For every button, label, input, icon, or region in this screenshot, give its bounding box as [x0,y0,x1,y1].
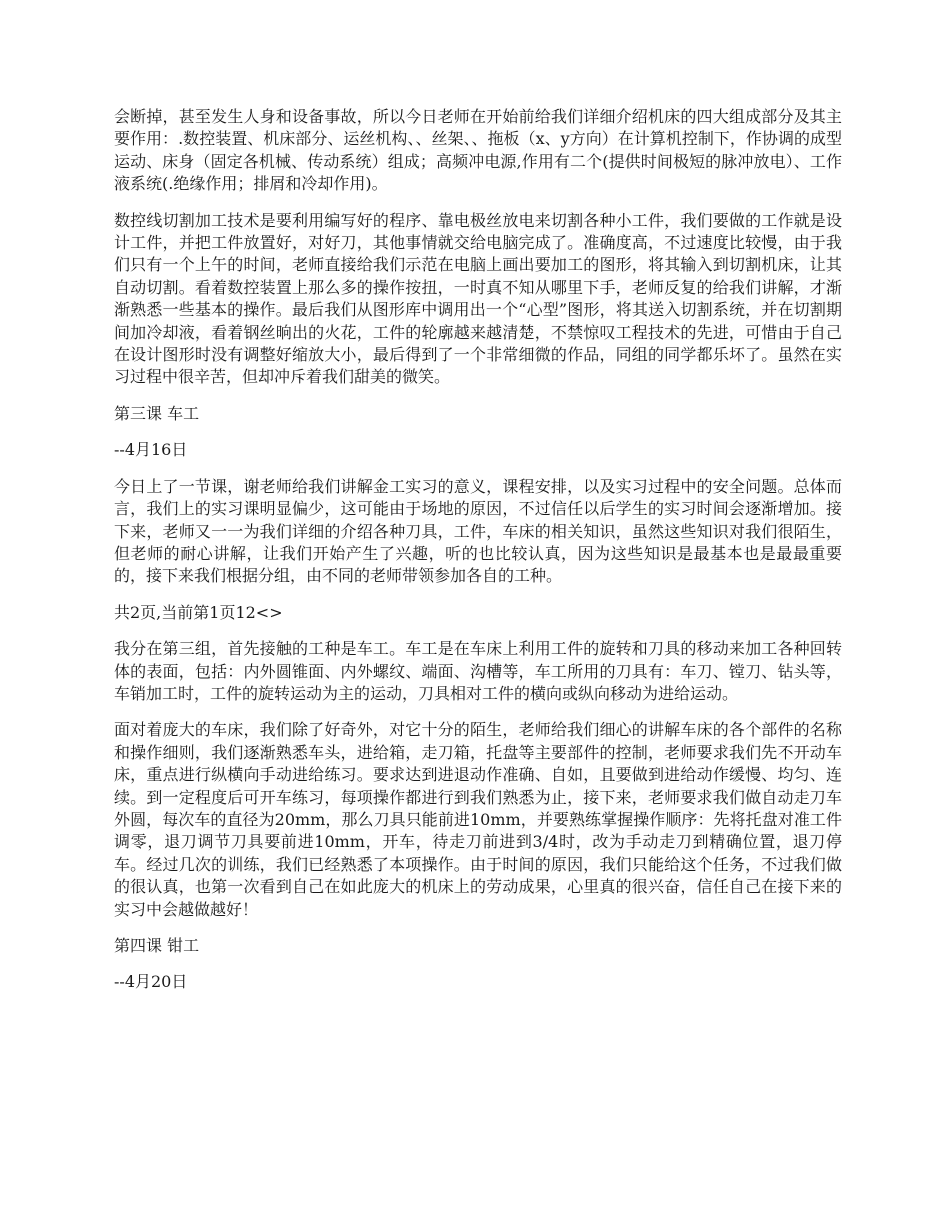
date-line-april-16: --4月16日 [114,440,188,460]
page-indicator: 共2页,当前第1页12<> [114,602,283,622]
date-line-april-20: --4月20日 [114,972,188,992]
paragraph-lathe-work: 我分在第三组，首先接触的工种是车工。车工是在车床上利用工件的旋转和刀具的移动来加工各种回转体的表面，包括：内外圆锥面、内外螺纹、端面、沟槽等，车工所用的刀具有：车刀、镗刀、钻头等，车销加工时，工件的旋转运动为主的运动，刀具相对工件的横向或纵向移动为进给运动。 [114,639,842,703]
paragraph-machine-components: 会断掉，甚至发生人身和设备事故，所以今日老师在开始前给我们详细介绍机床的四大组成部分及其主要作用：.数控装置、机床部分、运丝机构、、丝架、、拖板（x、y方向）在计算机控制下，作协调的成型运动、床身（固定各机械、传动系统）组成；高频冲电源,作用有二个(提供时间极短的脉冲放电）、工作液系统(.绝缘作用；排屑和冷却作用)。 [114,107,842,194]
paragraph-intro-lesson: 今日上了一节课，谢老师给我们讲解金工实习的意义，课程安排，以及实习过程中的安全问题。总体而言，我们上的实习课明显偏少，这可能由于场地的原因，不过信任以后学生的实习时间会逐渐增加。接下来，老师又一一为我们详细的介绍各种刀具，工件，车床的相关知识，虽然这些知识对我们很陌生，但老师的耐心讲解，让我们开始产生了兴趣，听的也比较认真，因为这些知识是最基本也是最最重要的，接下来我们根据分组，由不同的老师带领参加各自的工种。 [114,476,842,586]
paragraph-lathe-practice: 面对着庞大的车床，我们除了好奇外，对它十分的陌生，老师给我们细心的讲解车床的各个部件的名称和操作细则，我们逐渐熟悉车头，进给箱，走刀箱，托盘等主要部件的控制，老师要求我们先不开动车床，重点进行纵横向手动进给练习。要求达到进退动作准确、自如，且要做到进给动作缓慢、均匀、连续。到一定程度后可开车练习，每项操作都进行到我们熟悉为止，接下来，老师要求我们做自动走刀车外圆，每次车的直径为20mm，那么刀具只能前进10mm，并要熟练掌握操作顺序：先将托盘对准工件调零，退刀调节刀具要前进10mm，开车，待走刀前进到3/4时，改为手动走刀到精确位置，退刀停车。经过几次的训练，我们已经熟悉了本项操作。由于时间的原因，我们只能给这个任务，不过我们做的很认真，也第一次看到自己在如此庞大的机床上的劳动成果，心里真的很兴奋，信任自己在接下来的实习中会越做越好！ [114,720,842,919]
section-heading-lathe: 第三课 车工 [114,403,200,423]
section-heading-fitter: 第四课 钳工 [114,936,200,955]
document-body [114,106,842,1008]
paragraph-wire-cutting: 数控线切割加工技术是要利用编写好的程序、靠电极丝放电来切割各种小工件，我们要做的工作就是设计工件，并把工件放置好，对好刀，其他事情就交给电脑完成了。准确度高，不过速度比较慢，由于我们只有一个上午的时间，老师直接给我们示范在电脑上画出要加工的图形，将其输入到切割机床，让其自动切割。看着数控装置上那么多的操作按扭，一时真不知从哪里下手，老师反复的给我们讲解，才渐渐熟悉一些基本的操作。最后我们从图形库中调用出一个“心型”图形，将其送入切割系统，并在切割期间加冷却液，看着钢丝晌出的火花，工件的轮廓越来越清楚，不禁惊叹工程技术的先进，可惜由于自己在设计图形时没有调整好缩放大小，最后得到了一个非常细微的作品，同组的同学都乐坏了。虽然在实习过程中很辛苦，但却冲斥着我们甜美的微笑。 [114,210,842,387]
